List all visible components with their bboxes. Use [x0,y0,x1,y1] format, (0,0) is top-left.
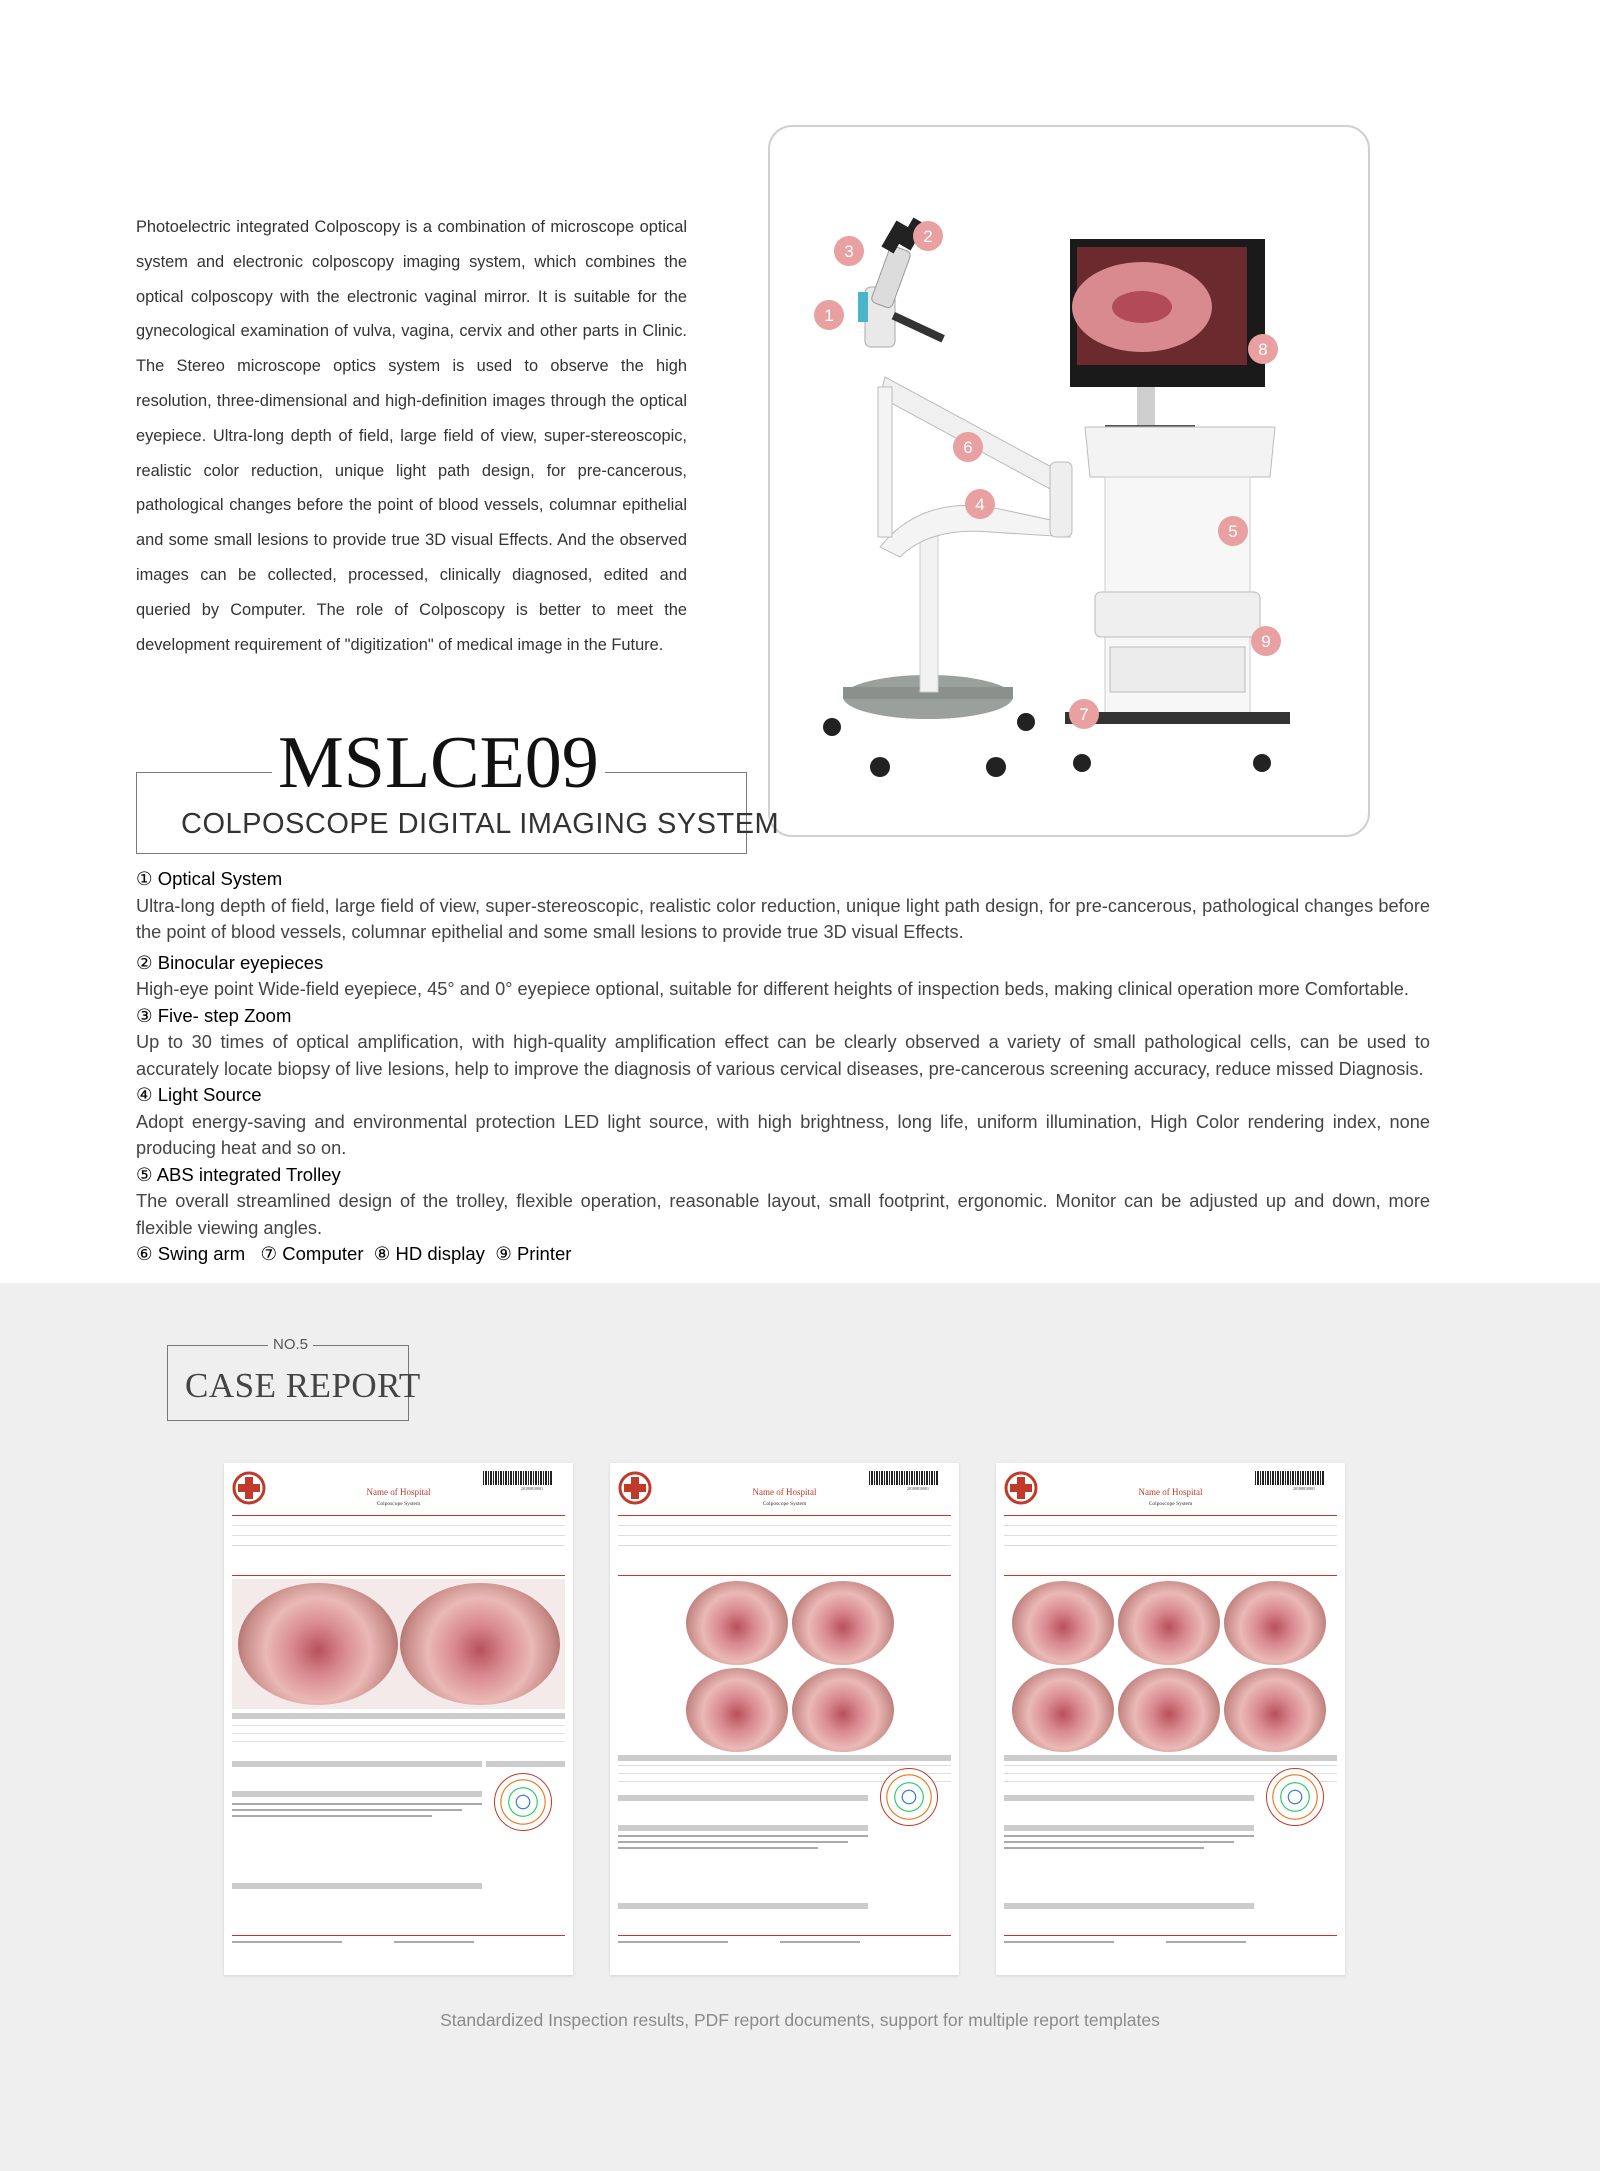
callout-3: 3 [844,242,854,261]
callout-9: 9 [1261,632,1271,651]
callout-6: 6 [963,438,973,457]
callout-7: 7 [1079,705,1089,724]
target-chart [494,1773,552,1831]
colposcope-product-illustration [770,127,1368,835]
colposcope-image [238,1583,398,1705]
product-subtitle: COLPOSCOPE DIGITAL IMAGING SYSTEM [181,808,780,840]
report-sample-1 [224,1463,573,1975]
callout-2: 2 [923,227,933,246]
model-title: MSLCE09 [272,723,605,803]
colposcope-image [1224,1668,1326,1752]
colposcope-image [792,1668,894,1752]
product-image-frame [768,125,1370,837]
barcode-icon [1255,1471,1325,1485]
barcode-number: 20180810001 [1293,1486,1315,1491]
barcode-number: 20180810001 [907,1486,929,1491]
barcode-number: 20180810001 [521,1486,543,1491]
colposcope-image [792,1581,894,1665]
callout-8: 8 [1258,340,1268,359]
features-list [136,866,1430,1268]
barcode-icon [869,1471,939,1485]
case-report-caption: Standardized Inspection results, PDF report documents, support for multiple report templates [440,2010,1160,2030]
system-name: Colposcope System [1148,1501,1193,1507]
feature-title: ② Binocular eyepieces [136,951,324,973]
colposcope-image [686,1581,788,1665]
hospital-name: Name of Hospital [1138,1487,1203,1497]
hospital-name: Name of Hospital [366,1487,431,1497]
colposcope-image [400,1583,560,1705]
colposcope-image [686,1668,788,1752]
callout-5: 5 [1228,522,1238,541]
feature-body: Ultra-long depth of field, large field of view, super-stereoscopic, realistic color reduction, unique light path design, for pre-cancerous, pathological changes before the point of blood vessels, columnar epithelial and some small lesions to provide true 3D visual Effects. [136,895,1430,942]
colposcope-image [1118,1581,1220,1665]
feature-body: High-eye point Wide-field eyepiece, 45° and 0° eyepiece optional, suitable for different heights of inspection beds, making clinical operation more Comfortable. [136,979,1409,999]
callout-4: 4 [975,495,985,514]
extra-items: ⑥ Swing arm ⑦ Computer ⑧ HD display ⑨ Printer [136,1243,572,1264]
colposcope-image [1012,1668,1114,1752]
barcode-icon [483,1471,553,1485]
intro-paragraph: Photoelectric integrated Colposcopy is a combination of microscope optical system and electronic colposcopy imaging system, which combines the optical colposcopy with the electronic vaginal mirror. It is suitable for the gynecological examination of vulva, vagina, cervix and other parts in Clinic. The Stereo microscope optics system is used to observe the high resolution, three-dimensional and high-definition images through the optical eyepiece. Ultra-long depth of field, large field of view, super-stereoscopic, realistic color reduction, unique light path design, for pre-cancerous, pathological changes before the point of blood vessels, columnar epithelial and some small lesions to provide true 3D visual Effects. And the observed images can be collected, processed, clinically diagnosed, edited and queried by Computer. The role of Colposcopy is better to meet the development requirement of "digitization" of medical image in the Future. [136,218,687,654]
feature-title: ⑤ ABS integrated Trolley [136,1163,341,1185]
hospital-name: Name of Hospital [752,1487,817,1497]
case-report-number: NO.5 [268,1336,313,1353]
feature-title: ④ Light Source [136,1084,262,1105]
feature-body: The overall streamlined design of the trolley, flexible operation, reasonable layout, small footprint, ergonomic. Monitor can be adjusted up and down, more flexible viewing angles. [136,1191,1430,1238]
colposcope-image [1224,1581,1326,1665]
target-chart [880,1768,938,1826]
report-sample-3 [996,1463,1345,1975]
target-chart [1266,1768,1324,1826]
system-name: Colposcope System [762,1501,807,1507]
feature-title: ③ Five- step Zoom [136,1004,292,1026]
report-sample-2 [610,1463,959,1975]
colposcope-image [1012,1581,1114,1665]
callout-1: 1 [824,306,834,325]
case-report-title: CASE REPORT [185,1366,421,1405]
system-name: Colposcope System [376,1501,421,1507]
feature-body: Up to 30 times of optical amplification, with high-quality amplification effect can be clearly observed a variety of small pathological cells, can be used to accurately locate biopsy of live lesions, help to improve the diagnosis of various cervical diseases, pre-cancerous screening accuracy, reduce missed Diagnosis. [136,1032,1430,1079]
colposcope-image [1118,1668,1220,1752]
feature-body: Adopt energy-saving and environmental protection LED light source, with high brightness, long life, uniform illumination, High Color rendering index, none producing heat and so on. [136,1111,1430,1158]
feature-title: ① Optical System [136,868,283,889]
